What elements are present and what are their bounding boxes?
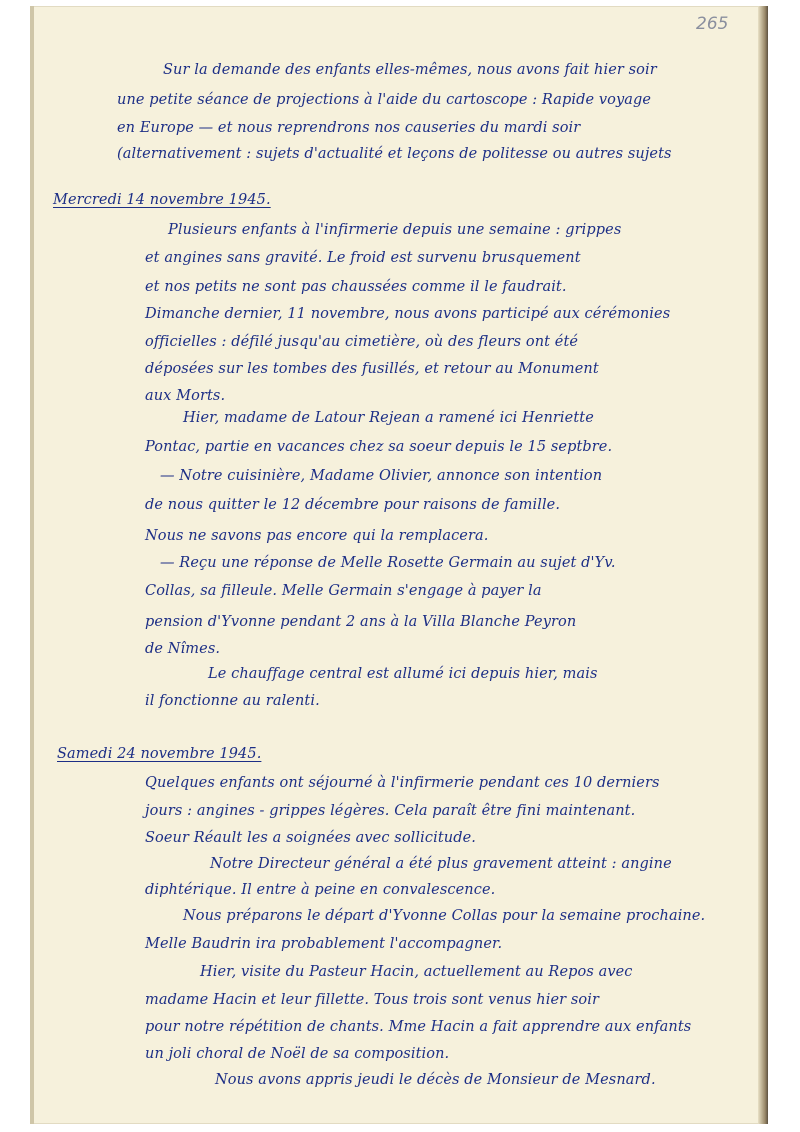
page-binding-edge xyxy=(758,6,768,1124)
page-left-edge xyxy=(30,6,34,1124)
text-line: Sur la demande des enfants elles-mêmes, nous avons fait hier soir xyxy=(163,62,657,78)
text-line: Hier, madame de Latour Rejean a ramené ici Henriette xyxy=(183,410,594,426)
text-line: déposées sur les tombes des fusillés, et retour au Monument xyxy=(145,361,599,377)
text-line: de Nîmes. xyxy=(145,641,221,657)
text-line: Collas, sa filleule. Melle Germain s'engage à payer la xyxy=(145,583,542,599)
text-line: madame Hacin et leur fillette. Tous trois sont venus hier soir xyxy=(145,992,600,1008)
text-line: Nous avons appris jeudi le décès de Monsieur de Mesnard. xyxy=(215,1072,656,1088)
page-number: 265 xyxy=(696,14,729,34)
text-line: jours : angines - grippes légères. Cela paraît être fini maintenant. xyxy=(145,803,636,819)
text-line: aux Morts. xyxy=(145,388,226,404)
text-line: (alternativement : sujets d'actualité et leçons de politesse ou autres sujets xyxy=(117,146,672,162)
text-line: Soeur Réault les a soignées avec sollicitude. xyxy=(145,830,476,846)
text-line: Nous ne savons pas encore qui la remplacera. xyxy=(145,528,489,544)
text-line: pension d'Yvonne pendant 2 ans à la Villa Blanche Peyron xyxy=(145,614,577,630)
text-line: de nous quitter le 12 décembre pour raisons de famille. xyxy=(145,497,561,513)
date-heading: Samedi 24 novembre 1945. xyxy=(57,746,262,762)
text-line: Le chauffage central est allumé ici depuis hier, mais xyxy=(208,666,598,682)
text-line: un joli choral de Noël de sa composition. xyxy=(145,1046,450,1062)
text-line: et angines sans gravité. Le froid est survenu brusquement xyxy=(145,250,581,266)
text-line: Pontac, partie en vacances chez sa soeur depuis le 15 septbre. xyxy=(145,439,613,455)
text-line: officielles : défilé jusqu'au cimetière, où des fleurs ont été xyxy=(145,334,579,350)
text-line: pour notre répétition de chants. Mme Hacin a fait apprendre aux enfants xyxy=(145,1019,692,1035)
text-line: il fonctionne au ralenti. xyxy=(145,693,320,709)
text-line: Melle Baudrin ira probablement l'accompagner. xyxy=(145,936,503,952)
text-line: Plusieurs enfants à l'infirmerie depuis une semaine : grippes xyxy=(168,222,622,238)
text-line: Nous préparons le départ d'Yvonne Collas pour la semaine prochaine. xyxy=(183,908,706,924)
text-line: Hier, visite du Pasteur Hacin, actuellement au Repos avec xyxy=(200,964,633,980)
text-line: Dimanche dernier, 11 novembre, nous avons participé aux cérémonies xyxy=(145,306,671,322)
text-line: diphtérique. Il entre à peine en convalescence. xyxy=(145,882,496,898)
text-line: et nos petits ne sont pas chaussées comme il le faudrait. xyxy=(145,279,567,295)
text-line: en Europe — et nous reprendrons nos causeries du mardi soir xyxy=(117,120,581,136)
text-line: une petite séance de projections à l'aide du cartoscope : Rapide voyage xyxy=(117,92,652,108)
text-line: — Reçu une réponse de Melle Rosette Germain au sujet d'Yv. xyxy=(160,555,616,571)
text-line: Notre Directeur général a été plus gravement atteint : angine xyxy=(210,856,672,872)
text-line: Quelques enfants ont séjourné à l'infirmerie pendant ces 10 derniers xyxy=(145,775,660,791)
text-line: — Notre cuisinière, Madame Olivier, annonce son intention xyxy=(160,468,603,484)
date-heading: Mercredi 14 novembre 1945. xyxy=(53,192,271,208)
